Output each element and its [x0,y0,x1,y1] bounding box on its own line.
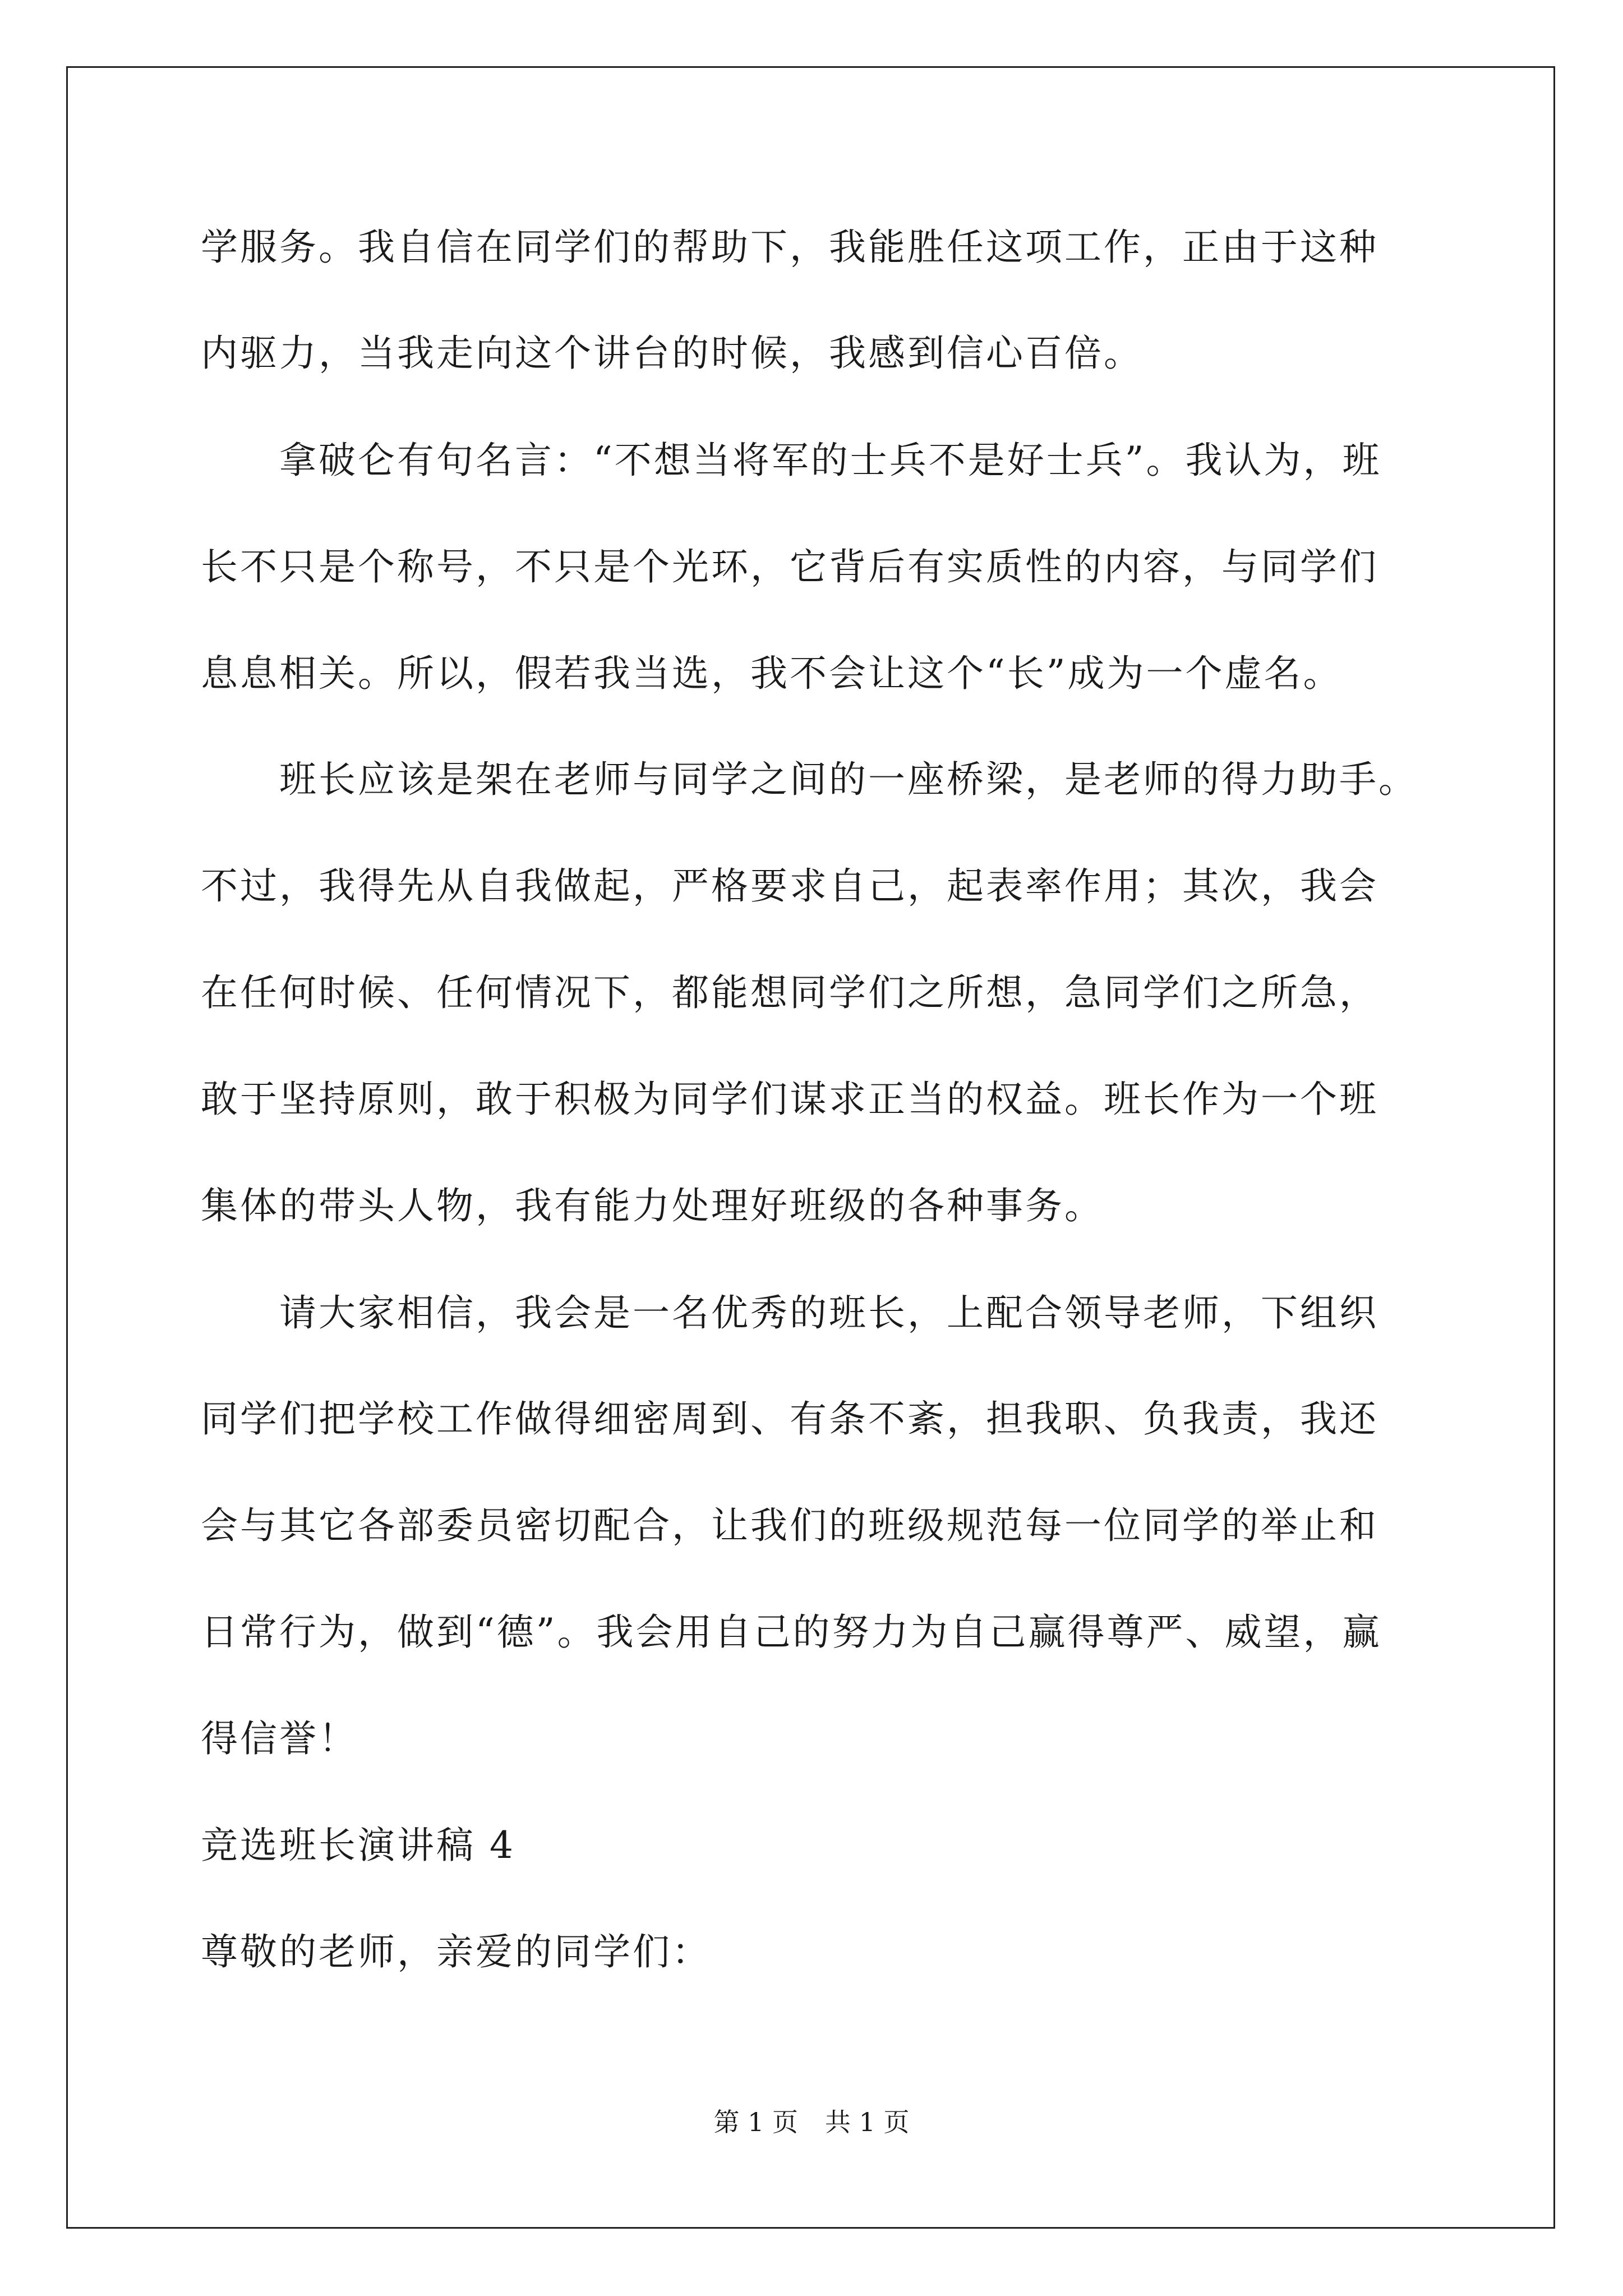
paragraph-line: 内驱力，当我走向这个讲台的时候，我感到信心百倍。 [201,332,1143,375]
paragraph-line: 息息相关。所以，假若我当选，我不会让这个“长”成为一个虚名。 [201,652,1343,695]
section-heading: 竞选班长演讲稿 4 [201,1824,515,1867]
paragraph-line: 得信誉！ [201,1717,358,1760]
page-footer [0,2109,1623,2135]
paragraph-line: 日常行为，做到“德”。我会用自己的努力为自己赢得尊严、威望，赢 [201,1611,1382,1654]
paragraph-line: 班长应该是架在老师与同学之间的一座桥梁，是老师的得力助手。 [201,758,1418,801]
paragraph-line: 在任何时候、任何情况下，都能想同学们之所想，急同学们之所急， [201,971,1378,1014]
page-frame [66,66,1555,2229]
paragraph-line: 不过，我得先从自我做起，严格要求自己，起表率作用；其次，我会 [201,864,1378,908]
page-number: 第 1 页 [713,2107,798,2137]
paragraph-line: 会与其它各部委员密切配合，让我们的班级规范每一位同学的举止和 [201,1504,1378,1547]
salutation-line: 尊敬的老师，亲爱的同学们： [201,1930,711,1973]
paragraph-line: 请大家相信，我会是一名优秀的班长，上配合领导老师，下组织 [201,1291,1378,1335]
paragraph-line: 集体的带头人物，我有能力处理好班级的各种事务。 [201,1184,1104,1227]
paragraph-line: 拿破仑有句名言：“不想当将军的士兵不是好士兵”。我认为，班 [201,439,1382,482]
page-total: 共 1 页 [825,2107,910,2137]
paragraph-line: 学服务。我自信在同学们的帮助下，我能胜任这项工作，正由于这种 [201,226,1378,269]
paragraph-line: 敢于坚持原则，敢于积极为同学们谋求正当的权益。班长作为一个班 [201,1078,1378,1121]
paragraph-line: 长不只是个称号，不只是个光环，它背后有实质性的内容，与同学们 [201,545,1378,588]
paragraph-line: 同学们把学校工作做得细密周到、有条不紊，担我职、负我责，我还 [201,1397,1378,1441]
